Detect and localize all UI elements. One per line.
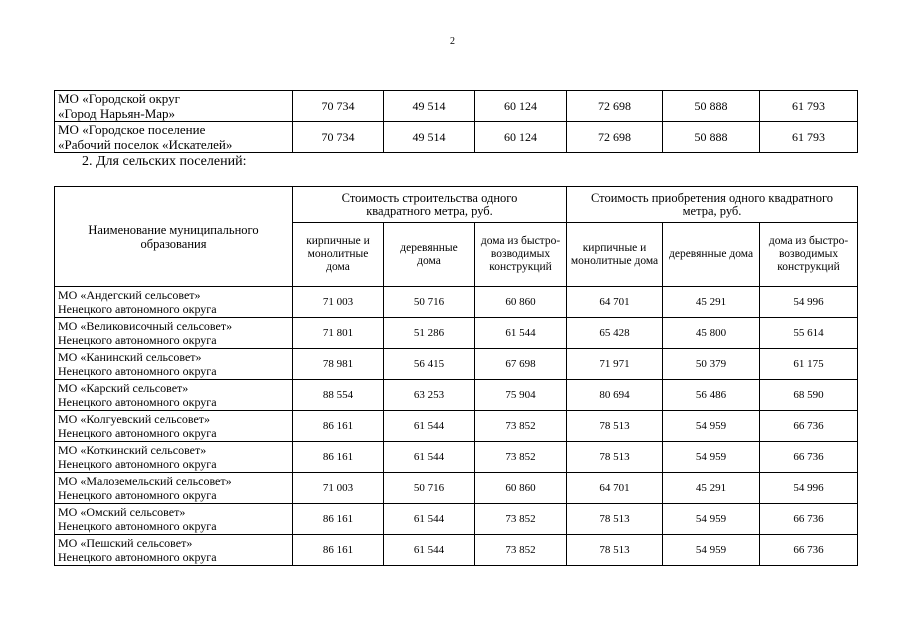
municipality-name-line2: «Город Нарьян-Мар» <box>58 106 176 121</box>
value-cell: 64 701 <box>567 287 663 318</box>
municipality-name-line1: МО «Андегский сельсовет» <box>58 288 201 302</box>
header-purchase-cost: Стоимость приобретения одного квадратного метра, руб. <box>567 187 858 223</box>
value-cell: 45 291 <box>663 287 760 318</box>
value-cell: 78 513 <box>567 442 663 473</box>
value-cell: 66 736 <box>760 504 858 535</box>
value-cell: 80 694 <box>567 380 663 411</box>
table-row <box>55 349 858 380</box>
subheader-cell: деревянные дома <box>663 223 760 287</box>
municipality-name-line1: МО «Городское поселение <box>58 122 206 137</box>
value-cell: 71 003 <box>293 473 384 504</box>
value-cell: 56 486 <box>663 380 760 411</box>
header-municipality-name: Наименование муниципального образования <box>55 187 293 287</box>
value-cell: 73 852 <box>475 535 567 566</box>
subheader-cell: деревянные дома <box>384 223 475 287</box>
page-number: 2 <box>450 36 455 47</box>
municipality-name-line2: Ненецкого автономного округа <box>58 488 217 502</box>
table-row <box>55 442 858 473</box>
table-row <box>55 504 858 535</box>
value-cell: 60 860 <box>475 473 567 504</box>
municipality-name-cell <box>55 318 293 349</box>
value-cell: 65 428 <box>567 318 663 349</box>
value-cell: 60 860 <box>475 287 567 318</box>
value-cell: 78 513 <box>567 535 663 566</box>
value-cell: 45 291 <box>663 473 760 504</box>
value-cell: 54 959 <box>663 442 760 473</box>
value-cell: 54 959 <box>663 504 760 535</box>
value-cell: 49 514 <box>384 91 475 122</box>
municipality-name-line2: Ненецкого автономного округа <box>58 519 217 533</box>
table-row <box>55 318 858 349</box>
value-cell: 61 544 <box>384 504 475 535</box>
value-cell: 78 981 <box>293 349 384 380</box>
value-cell: 60 124 <box>475 122 567 153</box>
value-cell: 73 852 <box>475 411 567 442</box>
table-row <box>55 91 858 122</box>
value-cell: 63 253 <box>384 380 475 411</box>
municipality-name-line2: Ненецкого автономного округа <box>58 364 217 378</box>
municipality-name-line2: Ненецкого автономного округа <box>58 426 217 440</box>
value-cell: 86 161 <box>293 442 384 473</box>
value-cell: 66 736 <box>760 535 858 566</box>
municipality-name-line2: Ненецкого автономного округа <box>58 550 217 564</box>
municipality-name-line1: МО «Карский сельсовет» <box>58 381 189 395</box>
value-cell: 86 161 <box>293 535 384 566</box>
municipality-name-cell <box>55 122 293 153</box>
value-cell: 72 698 <box>567 91 663 122</box>
value-cell: 49 514 <box>384 122 475 153</box>
value-cell: 67 698 <box>475 349 567 380</box>
municipality-name-cell <box>55 91 293 122</box>
municipality-name-line1: МО «Колгуевский сельсовет» <box>58 412 211 426</box>
value-cell: 51 286 <box>384 318 475 349</box>
value-cell: 70 734 <box>293 122 384 153</box>
table-row <box>55 380 858 411</box>
municipality-name-line1: МО «Коткинский сельсовет» <box>58 443 207 457</box>
value-cell: 61 793 <box>760 122 858 153</box>
value-cell: 68 590 <box>760 380 858 411</box>
header-group-row <box>55 187 858 223</box>
municipality-name-cell <box>55 349 293 380</box>
value-cell: 71 971 <box>567 349 663 380</box>
value-cell: 50 716 <box>384 473 475 504</box>
municipality-name-line1: МО «Малоземельский сельсовет» <box>58 474 232 488</box>
value-cell: 56 415 <box>384 349 475 380</box>
rural-settlements-table <box>54 186 858 566</box>
value-cell: 54 996 <box>760 287 858 318</box>
continuation-table <box>54 90 858 153</box>
municipality-name-line2: Ненецкого автономного округа <box>58 457 217 471</box>
value-cell: 54 959 <box>663 535 760 566</box>
subheader-cell: дома из быстро-возводимых конструкций <box>475 223 567 287</box>
value-cell: 54 996 <box>760 473 858 504</box>
municipality-name-line2: Ненецкого автономного округа <box>58 395 217 409</box>
municipality-name-line1: МО «Пешский сельсовет» <box>58 536 193 550</box>
value-cell: 71 801 <box>293 318 384 349</box>
value-cell: 86 161 <box>293 411 384 442</box>
value-cell: 50 888 <box>663 91 760 122</box>
value-cell: 78 513 <box>567 411 663 442</box>
value-cell: 55 614 <box>760 318 858 349</box>
table-row <box>55 473 858 504</box>
section-heading: 2. Для сельских поселений: <box>82 154 247 169</box>
value-cell: 70 734 <box>293 91 384 122</box>
municipality-name-cell <box>55 380 293 411</box>
value-cell: 78 513 <box>567 504 663 535</box>
municipality-name-cell <box>55 411 293 442</box>
municipality-name-cell <box>55 535 293 566</box>
value-cell: 66 736 <box>760 411 858 442</box>
municipality-name-line1: МО «Городской округ <box>58 91 180 106</box>
value-cell: 50 379 <box>663 349 760 380</box>
table-row <box>55 122 858 153</box>
municipality-name-cell <box>55 473 293 504</box>
value-cell: 86 161 <box>293 504 384 535</box>
table-row <box>55 287 858 318</box>
value-cell: 64 701 <box>567 473 663 504</box>
value-cell: 50 888 <box>663 122 760 153</box>
value-cell: 61 175 <box>760 349 858 380</box>
municipality-name-line1: МО «Омский сельсовет» <box>58 505 186 519</box>
municipality-name-line2: Ненецкого автономного округа <box>58 333 217 347</box>
value-cell: 61 544 <box>384 411 475 442</box>
value-cell: 60 124 <box>475 91 567 122</box>
municipality-name-line1: МО «Великовисочный сельсовет» <box>58 319 233 333</box>
municipality-name-cell <box>55 442 293 473</box>
municipality-name-cell <box>55 287 293 318</box>
municipality-name-line1: МО «Канинский сельсовет» <box>58 350 202 364</box>
value-cell: 61 793 <box>760 91 858 122</box>
value-cell: 72 698 <box>567 122 663 153</box>
value-cell: 54 959 <box>663 411 760 442</box>
subheader-cell: дома из быстро-возводимых конструкций <box>760 223 858 287</box>
value-cell: 75 904 <box>475 380 567 411</box>
table-row <box>55 535 858 566</box>
value-cell: 61 544 <box>475 318 567 349</box>
municipality-name-line2: «Рабочий поселок «Искателей» <box>58 137 233 152</box>
subheader-cell: кирпичные и монолитные дома <box>567 223 663 287</box>
value-cell: 73 852 <box>475 442 567 473</box>
header-construction-cost: Стоимость строительства одного квадратного метра, руб. <box>293 187 567 223</box>
value-cell: 71 003 <box>293 287 384 318</box>
subheader-cell: кирпичные и монолитные дома <box>293 223 384 287</box>
value-cell: 45 800 <box>663 318 760 349</box>
value-cell: 61 544 <box>384 442 475 473</box>
municipality-name-line2: Ненецкого автономного округа <box>58 302 217 316</box>
value-cell: 88 554 <box>293 380 384 411</box>
value-cell: 66 736 <box>760 442 858 473</box>
municipality-name-cell <box>55 504 293 535</box>
value-cell: 73 852 <box>475 504 567 535</box>
table-row <box>55 411 858 442</box>
value-cell: 50 716 <box>384 287 475 318</box>
value-cell: 61 544 <box>384 535 475 566</box>
